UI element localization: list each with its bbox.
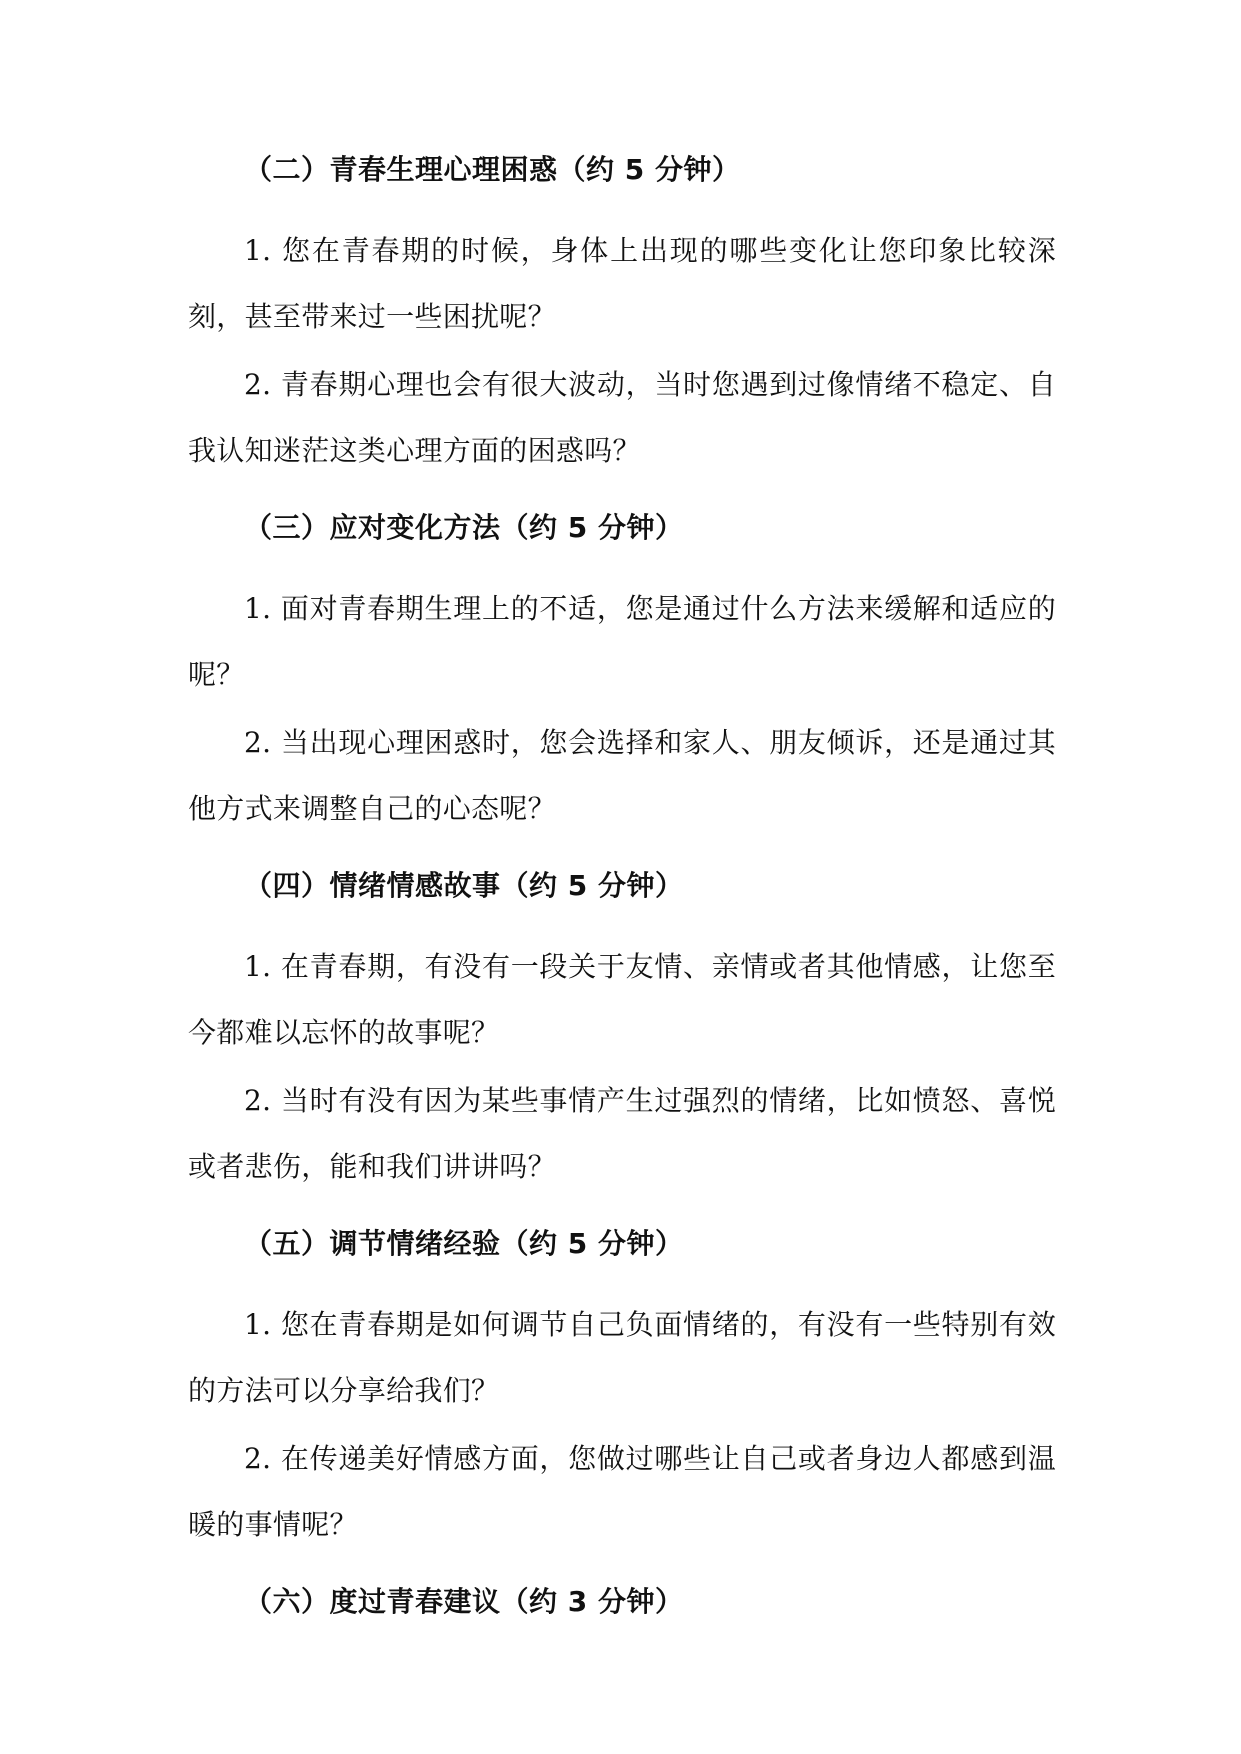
section-heading: （三）应对变化方法（约 5 分钟） bbox=[244, 511, 684, 544]
document-body bbox=[188, 150, 1056, 1650]
question-1: 1. 您在青春期是如何调节自己负面情绪的，有没有一些特别有效的方法可以分享给我们？ bbox=[188, 1308, 1056, 1407]
section-heading: （六）度过青春建议（约 3 分钟） bbox=[244, 1585, 684, 1618]
section-coping-methods bbox=[188, 508, 1056, 842]
section-emotion-stories bbox=[188, 866, 1056, 1200]
section-youth-advice bbox=[188, 1582, 1056, 1622]
section-puberty-confusion bbox=[188, 150, 1056, 484]
question-2: 2. 在传递美好情感方面，您做过哪些让自己或者身边人都感到温暖的事情呢？ bbox=[188, 1442, 1056, 1541]
question-2: 2. 当时有没有因为某些事情产生过强烈的情绪，比如愤怒、喜悦或者悲伤，能和我们讲讲吗？ bbox=[188, 1084, 1056, 1183]
section-heading: （五）调节情绪经验（约 5 分钟） bbox=[244, 1227, 684, 1260]
question-2: 2. 青春期心理也会有很大波动，当时您遇到过像情绪不稳定、自我认知迷茫这类心理方面的困惑吗？ bbox=[188, 368, 1056, 467]
question-1: 1. 在青春期，有没有一段关于友情、亲情或者其他情感，让您至今都难以忘怀的故事呢？ bbox=[188, 950, 1056, 1049]
question-1: 1. 面对青春期生理上的不适，您是通过什么方法来缓解和适应的呢？ bbox=[188, 592, 1056, 691]
section-heading: （二）青春生理心理困惑（约 5 分钟） bbox=[244, 153, 741, 186]
question-2: 2. 当出现心理困惑时，您会选择和家人、朋友倾诉，还是通过其他方式来调整自己的心态呢？ bbox=[188, 726, 1056, 825]
section-heading: （四）情绪情感故事（约 5 分钟） bbox=[244, 869, 684, 902]
section-emotion-regulation bbox=[188, 1224, 1056, 1558]
question-1: 1. 您在青春期的时候，身体上出现的哪些变化让您印象比较深刻，甚至带来过一些困扰呢？ bbox=[188, 234, 1056, 333]
